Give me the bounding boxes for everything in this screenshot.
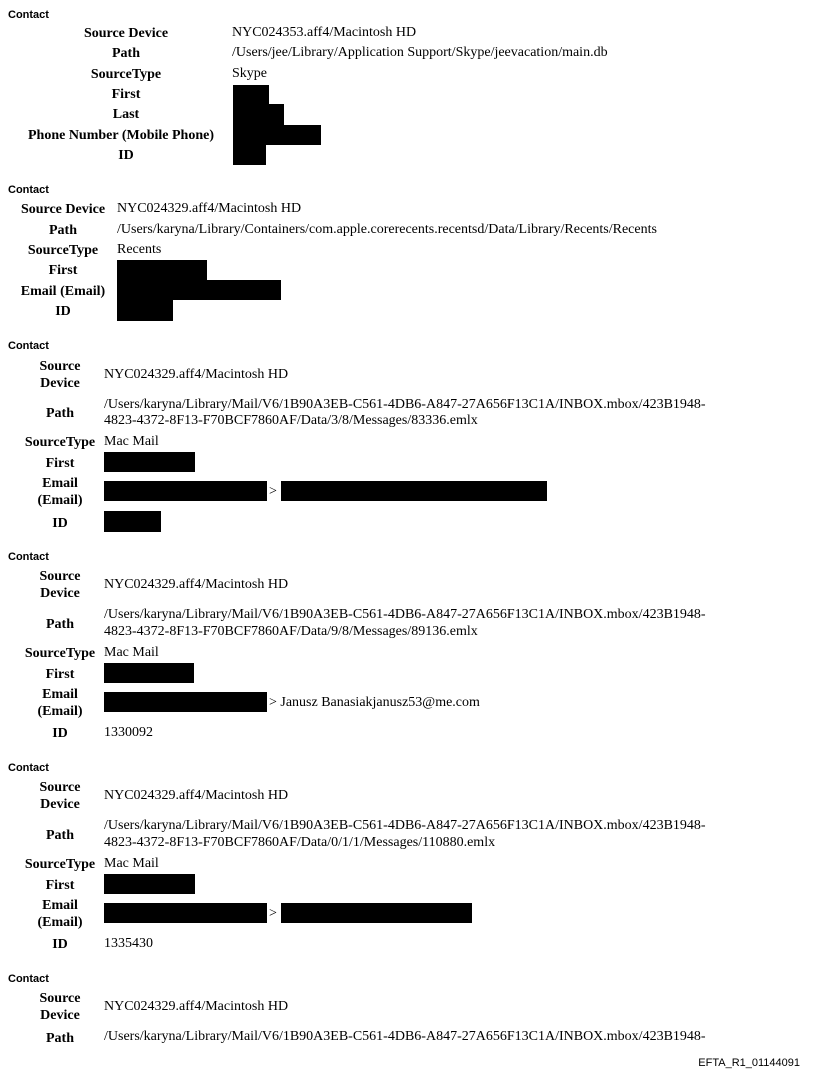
source-type-label: SourceType [24,857,96,872]
source-type-label: SourceType [24,435,96,450]
email-label [18,897,102,931]
id-label: ID [52,726,68,741]
first-name-label: First [45,456,75,471]
id-label: ID [52,516,68,531]
contact-heading: Contact [8,9,49,21]
source-device-label: Source Device [83,26,169,41]
path-value-line-1: /Users/karyna/Library/Mail/V6/1B90A3EB-C561-4DB6-A847-27A656F13C1A/INBOX.mbox/423B1948- [104,607,706,622]
email-type-label-line: (Email) [37,704,83,719]
id-label: ID [118,148,134,163]
source-device-label [18,990,102,1024]
redaction-block [104,663,194,683]
id-value: 1330092 [104,725,153,740]
path-value: /Users/jee/Library/Application Support/Skype/jeevacation/main.db [232,45,608,60]
redaction-block [117,260,207,280]
source-type-value: Mac Mail [104,856,159,871]
source-device-value: NYC024329.aff4/Macintosh HD [104,577,289,592]
device-label-line: Device [40,376,80,391]
path-value-line-1: /Users/karyna/Library/Mail/V6/1B90A3EB-C561-4DB6-A847-27A656F13C1A/INBOX.mbox/423B1948- [104,818,706,833]
redaction-block [233,145,266,165]
path-label: Path [46,1031,74,1046]
source-type-label: SourceType [90,67,162,82]
path-value-line-2: 4823-4372-8F13-F70BCF7860AF/Data/3/8/Messages/83336.emlx [104,413,478,428]
email-type-label-line: (Email) [37,493,83,508]
redaction-block [281,481,547,501]
redaction-block [104,511,161,532]
path-value-line-2: 4823-4372-8F13-F70BCF7860AF/Data/9/8/Messages/89136.emlx [104,624,478,639]
contact-heading: Contact [8,973,49,985]
source-type-value: Recents [117,242,162,257]
id-label: ID [52,937,68,952]
email-value: > Janusz Banasiakjanusz53@me.com [269,695,480,710]
source-label-line: Source [39,991,81,1006]
source-label-line: Source [39,359,81,374]
source-device-value: NYC024353.aff4/Macintosh HD [232,25,417,40]
email-label [18,686,102,720]
redaction-block [104,692,267,712]
source-label-line: Source [39,569,81,584]
redaction-block [104,452,195,472]
source-device-value: NYC024329.aff4/Macintosh HD [104,367,289,382]
source-label-line: Source [39,780,81,795]
path-label: Path [46,828,74,843]
source-device-label [18,358,102,392]
email-label-line: Email [42,898,78,913]
path-label: Path [46,617,74,632]
email-label-line: Email [42,476,78,491]
email-label [18,475,102,509]
last-name-label: Last [112,107,140,122]
email-label: Email (Email) [20,284,106,299]
redaction-block [233,85,269,104]
redaction-block [233,125,321,145]
redaction-block [233,104,284,125]
redaction-block [104,903,267,923]
contact-heading: Contact [8,340,49,352]
email-label-line: Email [42,687,78,702]
path-label: Path [112,46,140,61]
contact-heading: Contact [8,184,49,196]
email-separator: > [269,484,277,499]
path-value-line-2: 4823-4372-8F13-F70BCF7860AF/Data/0/1/1/Messages/110880.emlx [104,835,496,850]
source-device-label [18,568,102,602]
source-type-label: SourceType [24,646,96,661]
email-type-label-line: (Email) [37,915,83,930]
phone-number-label: Phone Number (Mobile Phone) [27,128,214,143]
device-label-line: Device [40,586,80,601]
redaction-block [117,300,173,321]
id-value: 1335430 [104,936,153,951]
source-type-value: Mac Mail [104,434,159,449]
path-value-line-1: /Users/karyna/Library/Mail/V6/1B90A3EB-C561-4DB6-A847-27A656F13C1A/INBOX.mbox/423B1948- [104,1029,706,1044]
source-type-value: Mac Mail [104,645,159,660]
source-type-label: SourceType [27,243,99,258]
email-separator: > [269,906,277,921]
first-name-label: First [45,878,75,893]
source-device-label [18,779,102,813]
contact-heading: Contact [8,762,49,774]
document-id-footer: EFTA_R1_01144091 [698,1057,800,1069]
path-label: Path [46,406,74,421]
source-type-value: Skype [232,66,267,81]
path-label: Path [49,223,77,238]
source-device-value: NYC024329.aff4/Macintosh HD [117,201,302,216]
contact-heading: Contact [8,551,49,563]
first-name-label: First [45,667,75,682]
first-name-label: First [48,263,78,278]
first-name-label: First [111,87,141,102]
source-device-value: NYC024329.aff4/Macintosh HD [104,788,289,803]
path-value-line-1: /Users/karyna/Library/Mail/V6/1B90A3EB-C561-4DB6-A847-27A656F13C1A/INBOX.mbox/423B1948- [104,397,706,412]
redaction-block [117,280,281,300]
source-device-label: Source Device [20,202,106,217]
redaction-block [104,481,267,501]
source-device-value: NYC024329.aff4/Macintosh HD [104,999,289,1014]
id-label: ID [55,304,71,319]
device-label-line: Device [40,797,80,812]
path-value: /Users/karyna/Library/Containers/com.apple.corerecents.recentsd/Data/Library/Recents/Recents [117,222,657,237]
device-label-line: Device [40,1008,80,1023]
redaction-block [281,903,472,923]
redaction-block [104,874,195,894]
